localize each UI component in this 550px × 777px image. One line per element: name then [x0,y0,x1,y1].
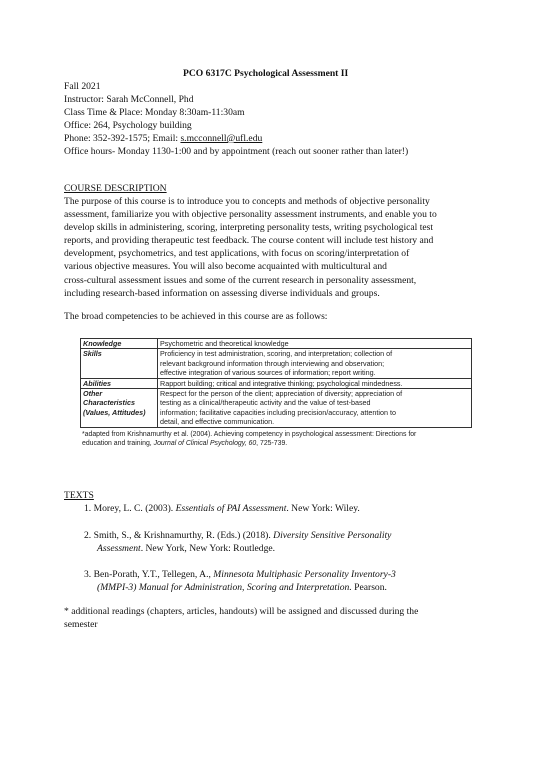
course-term: Fall 2021 [64,81,101,92]
table-row [81,339,472,349]
competencies-table [80,338,472,428]
competency-desc: Respect for the person of the client; appreciation of diversity; appreciation of testing as a clinical/therapeutic activity and the value of test-based information; facilitative capacities including precision/accuracy, attention to detail, and effective communication. [158,389,472,428]
table-row [81,378,472,388]
text-item: 3. Ben-Porath, Y.T., Tellegen, A., Minnesota Multiphasic Personality Inventory-3 (MMPI-3) Manual for Administration, Scoring and Interpretation. Pearson. [84,569,396,594]
competency-key: Skills [81,349,158,378]
competency-key: Knowledge [81,339,158,349]
competency-desc: Proficiency in test administration, scoring, and interpretation; collection of relevant background information through interviewing and observation; effective integration of various sources of information; report writing. [158,349,472,378]
class-time-line: Class Time & Place: Monday 8:30am-11:30am [64,107,245,118]
description-line: including research-based information on assessing diverse individuals and groups. [64,287,380,299]
text-item: 2. Smith, S., & Krishnamurthy, R. (Eds.) (2018). Diversity Sensitive Personality Assessment. New York, New York: Routledge. [84,530,392,555]
email-link[interactable]: s.mcconnell@ufl.edu [180,133,263,144]
competencies-table-figure [80,338,472,448]
competency-desc: Rapport building; critical and integrative thinking; psychological mindedness. [158,378,472,388]
text-item: 1. Morey, L. C. (2003). Essentials of PAI Assessment. New York: Wiley. [84,503,360,514]
course-description-heading: COURSE DESCRIPTION [64,183,167,194]
course-title: PCO 6317C Psychological Assessment II [183,68,349,79]
competencies-source-note: *adapted from Krishnamurthy et al. (2004). Achieving competency in psychological assessment: Directions for education and training, Journal of Clinical Psychology, 60, 725-739. [82,430,417,447]
course-description-paragraph [64,195,494,300]
competencies-intro: The broad competencies to be achieved in this course are as follows: [64,311,328,322]
office-line: Office: 264, Psychology building [64,120,192,131]
table-row [81,389,472,428]
competency-key: Abilities [81,378,158,388]
description-line: reports, and providing therapeutic test feedback. The course content will include test history and [64,235,434,247]
description-line: various objective measures. You will also become acquainted with multicultural and [64,261,387,273]
contact-line [64,133,262,145]
description-line: develop skills in administering, scoring, interpreting personality tests, writing psychological test [64,222,434,234]
instructor-line: Instructor: Sarah McConnell, Phd [64,94,194,105]
description-line: The purpose of this course is to introduce you to concepts and methods of objective personality [64,196,430,207]
description-line: development, psychometrics, and test applications, with focus on scoring/interpretation of [64,248,410,260]
description-line: assessment, familiarize you with objective personality assessment instruments, and enable you to [64,209,437,221]
office-hours-line: Office hours- Monday 1130-1:00 and by appointment (reach out sooner rather than later!) [64,146,409,157]
competency-desc: Psychometric and theoretical knowledge [158,339,472,349]
additional-readings-note-cont: semester [64,619,98,630]
description-line: cross-cultural assessment issues and some of the current research in personality assessment, [64,274,417,286]
competency-key: Other Characteristics (Values, Attitudes) [81,389,158,428]
texts-heading: TEXTS [64,490,94,501]
table-row [81,349,472,378]
additional-readings-note: * additional readings (chapters, articles, handouts) will be assigned and discussed during the [64,606,419,617]
phone-text: Phone: 352-392-1575; Email: [64,133,181,144]
